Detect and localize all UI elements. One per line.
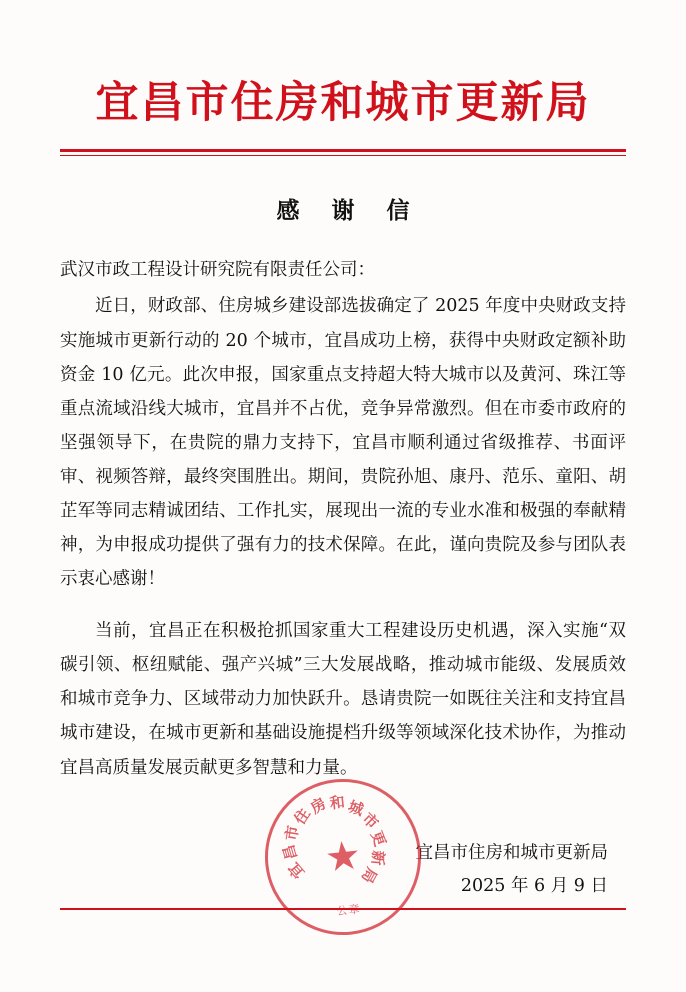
letter-body (60, 253, 626, 784)
letterhead-rule (60, 149, 626, 156)
letterhead-title: 宜昌市住房和城市更新局 (95, 78, 591, 128)
footer-rule (60, 908, 626, 911)
page-title: 感 谢 信 (276, 197, 422, 225)
letterhead (0, 0, 686, 156)
body-paragraph: 当前，宜昌正在积极抢抓国家重大工程建设历史机遇，深入实施“双碳引领、枢纽赋能、强产兴城”三大发展战略，推动城市能级、发展质效和城市竞争力、区域带动力加快跃升。恳请贵院一如既往关注和支持宜昌城市建设，在城市更新和基础设施提档升级等领域深化技术协作，为推动宜昌高质量发展贡献更多智慧和力量。 (60, 621, 626, 778)
salutation: 武汉市政工程设计研究院有限责任公司： (60, 260, 375, 281)
seal-star-icon: ★ (322, 831, 364, 882)
footer-rule-line (60, 908, 626, 911)
signature-organization: 宜昌市住房和城市更新局 (415, 842, 608, 863)
seal-ring-text: 宜 昌 市 住 房 和 城 市 更 新 局 (279, 792, 390, 886)
letterhead-rule-thick (60, 149, 626, 152)
signature-date: 2025 年 6 月 9 日 (460, 875, 608, 896)
letterhead-rule-thin (60, 155, 626, 156)
signature-block (42, 792, 644, 904)
body-paragraph: 近日，财政部、住房城乡建设部选拔确定了 2025 年度中央财政支持实施城市更新行动的 20 个城市，宜昌成功上榜，获得中央财政定额补助资金 10 亿元。此次申报，国家重点支持超大特大城市以及黄河、珠江等重点流域沿线大城市，宜昌并不占优，竞争异常激烈。但在市委市政府的坚强领导下，在贵院的鼎力支持下，宜昌市顺利通过省级推荐、书面评审、视频答辩，最终突围胜出。期间，贵院孙旭、康丹、范乐、童阳、胡芷军等同志精诚团结、工作扎实，展现出一流的专业水准和极强的奉献精神，为申报成功提供了强有力的技术保障。在此，谨向贵院及参与团队表示衷心感谢！ (60, 296, 626, 590)
